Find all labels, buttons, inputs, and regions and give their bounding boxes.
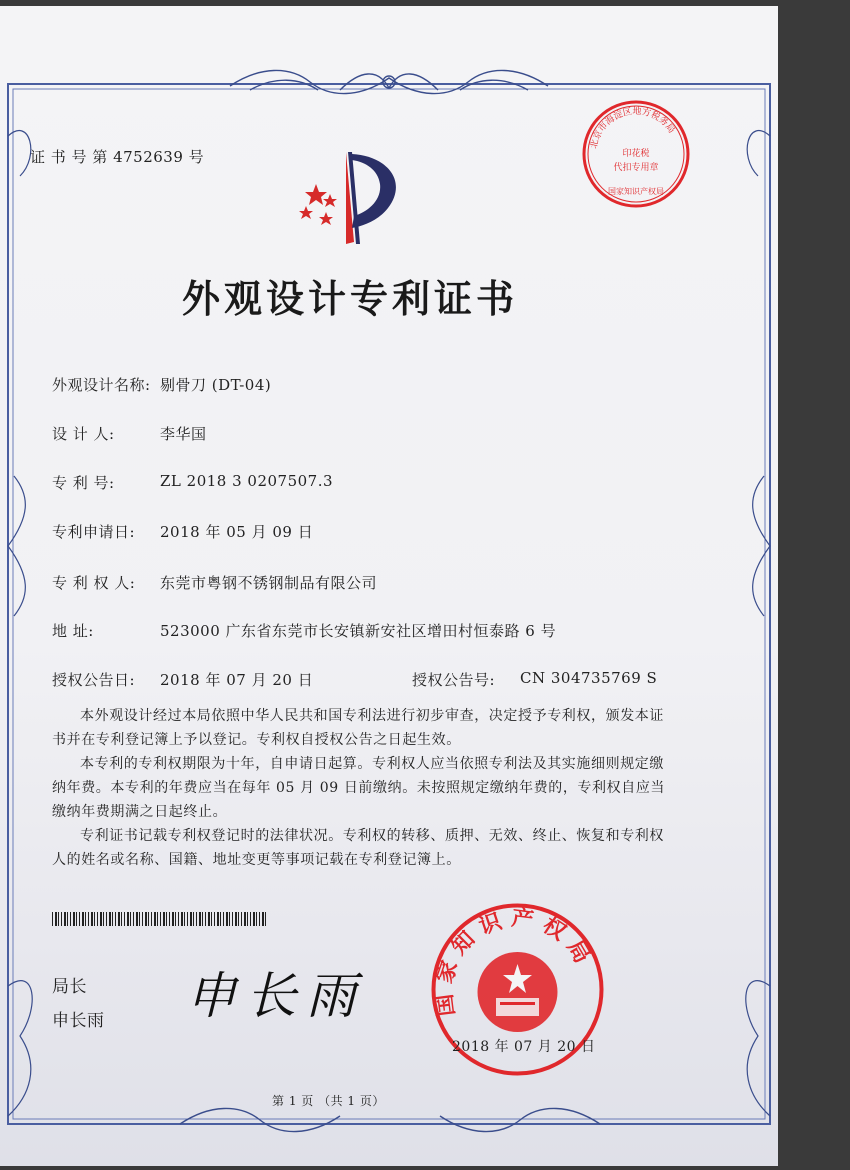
address: 523000 广东省东莞市长安镇新安社区增田村恒泰路 6 号 [160, 622, 557, 640]
patentee-label: 专 利 权 人: [52, 574, 136, 592]
paragraph-1: 本外观设计经过本局依照中华人民共和国专利法进行初步审查，决定授予专利权，颁发本证书并在专利登记簿上予以登记。专利权自授权公告之日起生效。 [52, 708, 664, 748]
tax-stamp-bottom: 国家知识产权局 [608, 187, 664, 196]
cnipa-logo [288, 146, 413, 251]
grant-number: CN 304735769 S [520, 669, 658, 687]
tax-stamp-line2: 代扣专用章 [613, 163, 659, 173]
grant-date: 2018 年 07 月 20 日 [160, 671, 314, 689]
paragraph-2: 本专利的专利权期限为十年，自申请日起算。专利权人应当依照专利法及其实施细则规定缴纳年费。本专利的年费应当在每年 05 月 09 日前缴纳。未按照规定缴纳年费的，专利权自应当缴纳年费期满之日起终止。 [52, 756, 666, 820]
svg-text:北京市海淀区地方税务局: 北京市海淀区地方税务局 [589, 106, 677, 150]
patent-number: ZL 2018 3 0207507.3 [160, 472, 334, 490]
barcode [52, 912, 268, 926]
page-footer: 第 1 页 （共 1 页） [272, 1094, 385, 1108]
tax-stamp-seal [580, 98, 692, 210]
grant-number-label: 授权公告号: [412, 671, 496, 689]
design-name-label: 外观设计名称: [52, 376, 151, 394]
designer: 李华国 [160, 425, 207, 443]
patent-number-label: 专 利 号: [52, 474, 115, 492]
certificate-page [0, 6, 778, 1166]
address-label: 地 址: [52, 622, 94, 640]
certificate-number: 证 书 号 第 4752639 号 [30, 148, 205, 166]
designer-label: 设 计 人: [52, 425, 115, 443]
director-name: 申长雨 [52, 1011, 105, 1031]
page-title: 外观设计专利证书 [181, 277, 518, 321]
seal-date: 2018 年 07 月 20 日 [452, 1039, 596, 1055]
svg-text:国家知识产权局: 国家知识产权局 [431, 905, 599, 1018]
filing-date-label: 专利申请日: [52, 523, 136, 541]
design-name: 剔骨刀 (DT-04) [160, 376, 272, 394]
patentee: 东莞市粤钢不锈钢制品有限公司 [160, 574, 378, 592]
paragraph-3: 专利证书记载专利权登记时的法律状况。专利权的转移、质押、无效、终止、恢复和专利权人的姓名或名称、国籍、地址变更等事项记载在专利登记簿上。 [52, 828, 664, 868]
tax-stamp-line1: 印花税 [622, 149, 650, 159]
filing-date: 2018 年 05 月 09 日 [160, 523, 314, 541]
director-title: 局长 [52, 977, 87, 997]
grant-date-label: 授权公告日: [52, 671, 136, 689]
director-signature: 申长雨 [186, 967, 366, 1025]
